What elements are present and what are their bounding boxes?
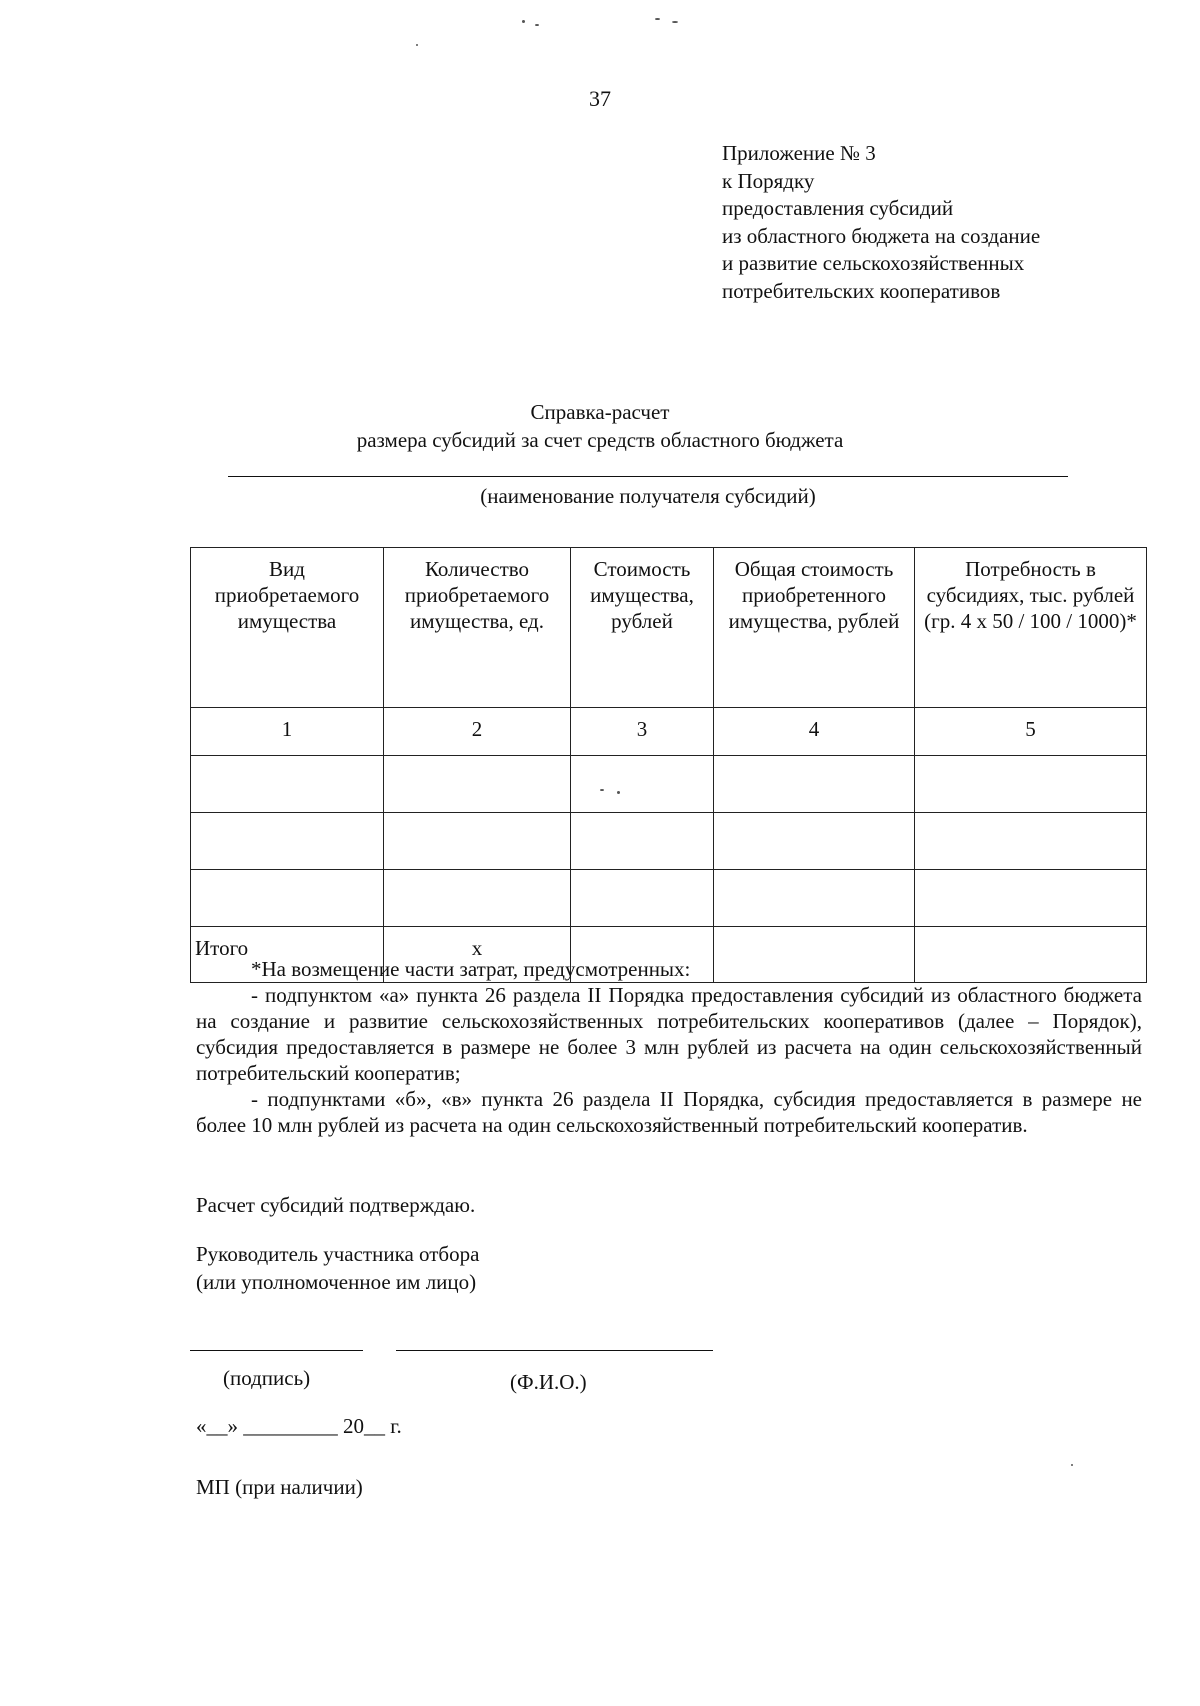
column-header: Стоимость имущества, рублей: [571, 548, 714, 708]
table-cell: [191, 756, 384, 813]
footnote: [196, 956, 1142, 1138]
column-number: 4: [714, 708, 915, 756]
column-number: 2: [384, 708, 571, 756]
footnote-intro: *На возмещение части затрат, предусмотренных:: [251, 957, 691, 981]
head-line-2: (или уполномоченное им лицо): [196, 1270, 477, 1294]
scan-speck: [416, 44, 418, 46]
table-cell: [191, 870, 384, 927]
table-cell: [384, 870, 571, 927]
table-row: [191, 870, 1147, 927]
table-row: [191, 813, 1147, 870]
table-cell: [714, 756, 915, 813]
footnote-item: - подпунктом «а» пункта 26 раздела II Порядка предоставления субсидий из областного бюджета на создание и развитие сельскохозяйственных потребительских кооперативов (далее – Порядок), субсидия предоставляется в размере не более 3 млн рублей из расчета на один сельскохозяйственный потребительский кооператив;: [196, 983, 1142, 1085]
table-cell: [384, 756, 571, 813]
scan-speck: [600, 789, 604, 791]
table-cell: [571, 813, 714, 870]
table-cell: [384, 813, 571, 870]
recipient-name-line: [228, 476, 1068, 477]
head-line-1: Руководитель участника отбора: [196, 1242, 480, 1266]
appendix-line: предоставления субсидий: [722, 196, 954, 220]
column-header: Количество приобретаемого имущества, ед.: [384, 548, 571, 708]
scan-speck: [1071, 1464, 1073, 1466]
title-line-2: размера субсидий за счет средств областного бюджета: [356, 428, 844, 452]
scan-speck: [672, 21, 678, 23]
signature-label: (подпись): [223, 1366, 311, 1390]
column-header: Вид приобретаемого имущества: [191, 548, 384, 708]
calculation-table: [190, 547, 1147, 983]
table-cell: [915, 870, 1147, 927]
appendix-line: Приложение № 3: [722, 141, 876, 165]
table-header-row: [191, 548, 1147, 708]
title-line-1: Справка-расчет: [530, 400, 670, 424]
appendix-line: из областного бюджета на создание: [722, 223, 1041, 248]
scan-speck: [522, 20, 525, 23]
table-cell: [915, 813, 1147, 870]
stamp-label: МП (при наличии): [196, 1475, 363, 1499]
page-number: 37: [589, 86, 611, 111]
table-cell: [714, 813, 915, 870]
table-cell: [571, 756, 714, 813]
table-row: [191, 756, 1147, 813]
scan-speck: [535, 24, 539, 26]
column-number-row: [191, 708, 1147, 756]
fio-label: (Ф.И.О.): [510, 1370, 587, 1394]
appendix-header: [722, 140, 1040, 305]
appendix-line: и развитие сельскохозяйственных: [722, 251, 1025, 275]
date-line: «__» _________ 20__ г.: [196, 1414, 402, 1438]
table-cell: [191, 813, 384, 870]
confirmation-text: Расчет субсидий подтверждаю.: [196, 1193, 476, 1217]
fio-line: [396, 1350, 713, 1351]
document-title: [0, 398, 1200, 454]
appendix-line: потребительских кооперативов: [722, 278, 1001, 303]
recipient-caption: (наименование получателя субсидий): [480, 484, 816, 508]
column-number: 5: [915, 708, 1147, 756]
scan-speck: [617, 791, 620, 794]
column-number: 1: [191, 708, 384, 756]
appendix-line: к Порядку: [722, 168, 815, 193]
footnote-item: - подпунктами «б», «в» пункта 26 раздела II Порядка, субсидия предоставляется в размере не более 10 млн рублей из расчета на один сельскохозяйственный потребительский кооператив.: [196, 1087, 1142, 1137]
total-quantity-cell: х: [384, 927, 571, 983]
column-header: Потребность в субсидиях, тыс. рублей (гр. 4 х 50 / 100 / 1000)*: [915, 548, 1147, 708]
scan-speck: [655, 18, 660, 20]
table-cell: [714, 870, 915, 927]
table-cell: [571, 870, 714, 927]
head-signatory: [196, 1240, 479, 1296]
table-cell: [915, 756, 1147, 813]
column-header: Общая стоимость приобретенного имущества, рублей: [714, 548, 915, 708]
column-number: 3: [571, 708, 714, 756]
total-label: Итого: [191, 927, 384, 983]
signature-line: [190, 1350, 363, 1351]
